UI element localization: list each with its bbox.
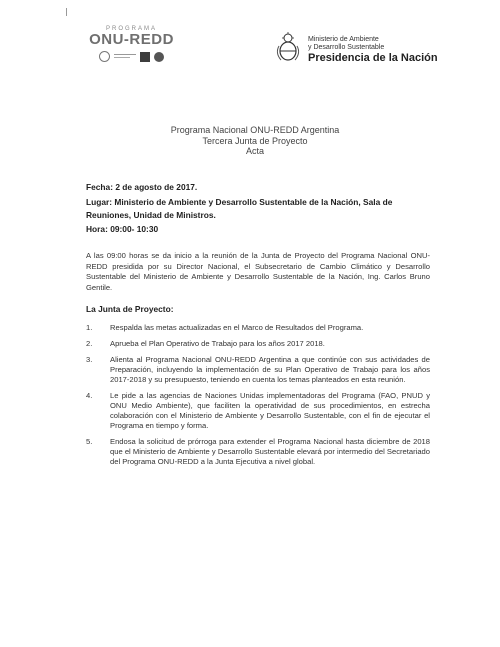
item-number: 1. bbox=[86, 323, 93, 332]
partner-logos bbox=[84, 51, 179, 62]
unep-logo-icon bbox=[154, 52, 164, 62]
document-title bbox=[120, 125, 390, 157]
meeting-place: Lugar: Ministerio de Ambiente y Desarrollo Sustentable de la Nación, Sala de Reuniones, Unidad de Ministros. bbox=[86, 197, 393, 220]
un-emblem-icon bbox=[99, 51, 110, 62]
item-number: 3. bbox=[86, 355, 93, 364]
item-number: 4. bbox=[86, 391, 93, 400]
item-text: Le pide a las agencias de Naciones Unidas implementadoras del Programa (FAO, PNUD y ONU Medio Ambiente), que faciliten la operatividad de sus procedimientos, en estrecha colaboración con el Ministerio de Ambiente y Desarrollo Sustentable, con el fin de ejecutar el Programa en tiempo y forma. bbox=[110, 391, 430, 430]
ministry-logo bbox=[274, 32, 474, 64]
resolutions-list bbox=[86, 323, 430, 473]
title-line-2: Tercera Junta de Proyecto bbox=[202, 135, 308, 146]
meeting-time bbox=[86, 224, 426, 234]
program-label: PROGRAMA bbox=[105, 26, 157, 32]
meeting-date: Fecha: 2 de agosto de 2017. bbox=[86, 182, 198, 192]
item-text: Aprueba el Plan Operativo de Trabajo para los años 2017 2018. bbox=[110, 339, 325, 348]
list-item bbox=[86, 391, 430, 431]
item-number: 5. bbox=[86, 437, 93, 446]
ministry-line-2: y Desarrollo Sustentable bbox=[308, 43, 385, 51]
fao-logo-icon bbox=[114, 52, 136, 61]
title-line-3: Acta bbox=[245, 146, 264, 156]
list-item bbox=[86, 339, 430, 349]
ministry-name bbox=[308, 36, 384, 51]
section-title: La Junta de Proyecto: bbox=[86, 304, 174, 314]
list-item bbox=[86, 323, 430, 333]
onu-redd-logo bbox=[84, 26, 179, 74]
ministry-line-1: Ministerio de Ambiente bbox=[308, 36, 379, 43]
time-label: Hora: bbox=[86, 224, 108, 234]
item-text: Endosa la solicitud de prórroga para extender el Programa Nacional hasta diciembre de 2018 que el Ministerio de Ambiente y Desarrollo Sustentable elevará por intermedio del Secretariado del Programa ONU-REDD a la Junta Ejecutiva a nivel global. bbox=[110, 437, 430, 466]
list-item bbox=[86, 355, 430, 385]
scan-mark bbox=[66, 8, 67, 16]
list-item bbox=[86, 437, 430, 467]
intro-paragraph: A las 09:00 horas se da inicio a la reunión de la Junta de Proyecto del Programa Nacional ONU-REDD presidida por su Director Nacional, el Subsecretario de Cambio Climático y Desarrollo Sustentable del Ministerio de Ambiente y Desarrollo Sustentable de la Nación, Ing. Carlos Bruno Gentile. bbox=[86, 251, 430, 292]
item-number: 2. bbox=[86, 339, 93, 348]
presidency-name: Presidencia de la Nación bbox=[308, 52, 438, 64]
item-text: Respalda las metas actualizadas en el Marco de Resultados del Programa. bbox=[110, 323, 364, 332]
item-text: Alienta al Programa Nacional ONU-REDD Argentina a que continúe con sus actividades de Preparación, incluyendo la implementación de su Plan Operativo de Trabajo para los años 2017-2018 y su presupuesto, teniendo en cuenta los temas planteados en esta reunión. bbox=[110, 355, 430, 384]
time-value: 09:00- 10:30 bbox=[110, 224, 159, 234]
title-line-1: Programa Nacional ONU-REDD Argentina bbox=[170, 125, 340, 135]
undp-logo-icon bbox=[140, 52, 150, 62]
argentina-coat-of-arms-icon bbox=[274, 32, 302, 64]
brand-name: ONU-REDD bbox=[89, 31, 174, 48]
